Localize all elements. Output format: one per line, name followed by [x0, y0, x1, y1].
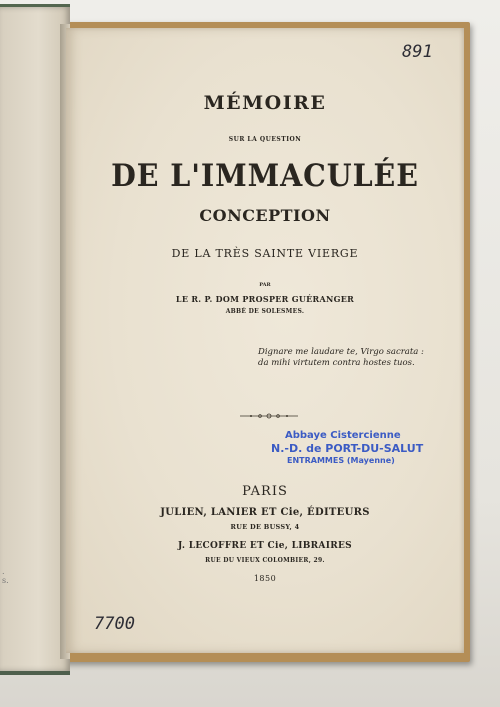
publisher-1: JULIEN, LANIER ET Cie, ÉDITEURS [160, 507, 370, 518]
library-stamp [271, 430, 423, 465]
publication-year: 1850 [253, 574, 277, 583]
epigraph-line-2: da mihi virtutem contra hostes tuos. [258, 358, 415, 368]
stamp-line-3: ENTRAMMES (Mayenne) [287, 456, 395, 465]
publisher-2: J. LECOFFRE ET Cie, LIBRAIRES [178, 541, 352, 551]
by-label: PAR [259, 282, 271, 288]
title: MÉMOIRE [203, 92, 327, 114]
title-page [66, 28, 464, 653]
main-heading: DE L'IMMACULÉE [111, 158, 419, 194]
margin-marks: . s. [2, 567, 9, 585]
imprint-city: PARIS [242, 484, 288, 499]
epigraph [258, 347, 424, 369]
epigraph-line-1: Dignare me laudare te, Virgo sacrata : [258, 347, 424, 357]
publisher-1-address: RUE DE BUSSY, 4 [230, 523, 300, 531]
handwritten-inventory-number: 7700 [94, 614, 135, 634]
publisher-2-address: RUE DU VIEUX COLOMBIER, 29. [205, 557, 325, 564]
ornament-divider-icon [238, 412, 300, 420]
author-title: ABBÉ DE SOLESMES. [225, 308, 305, 315]
subtitle: SUR LA QUESTION [228, 136, 302, 143]
stamp-line-1: Abbaye Cistercienne [285, 430, 401, 441]
author: LE R. P. DOM PROSPER GUÉRANGER [175, 294, 355, 304]
main-heading-3: DE LA TRÈS SAINTE VIERGE [171, 247, 359, 260]
main-heading-2: CONCEPTION [199, 206, 331, 225]
handwritten-shelf-number: 891 [402, 42, 433, 62]
stamp-line-2: N.-D. de PORT-DU-SALUT [271, 442, 424, 455]
